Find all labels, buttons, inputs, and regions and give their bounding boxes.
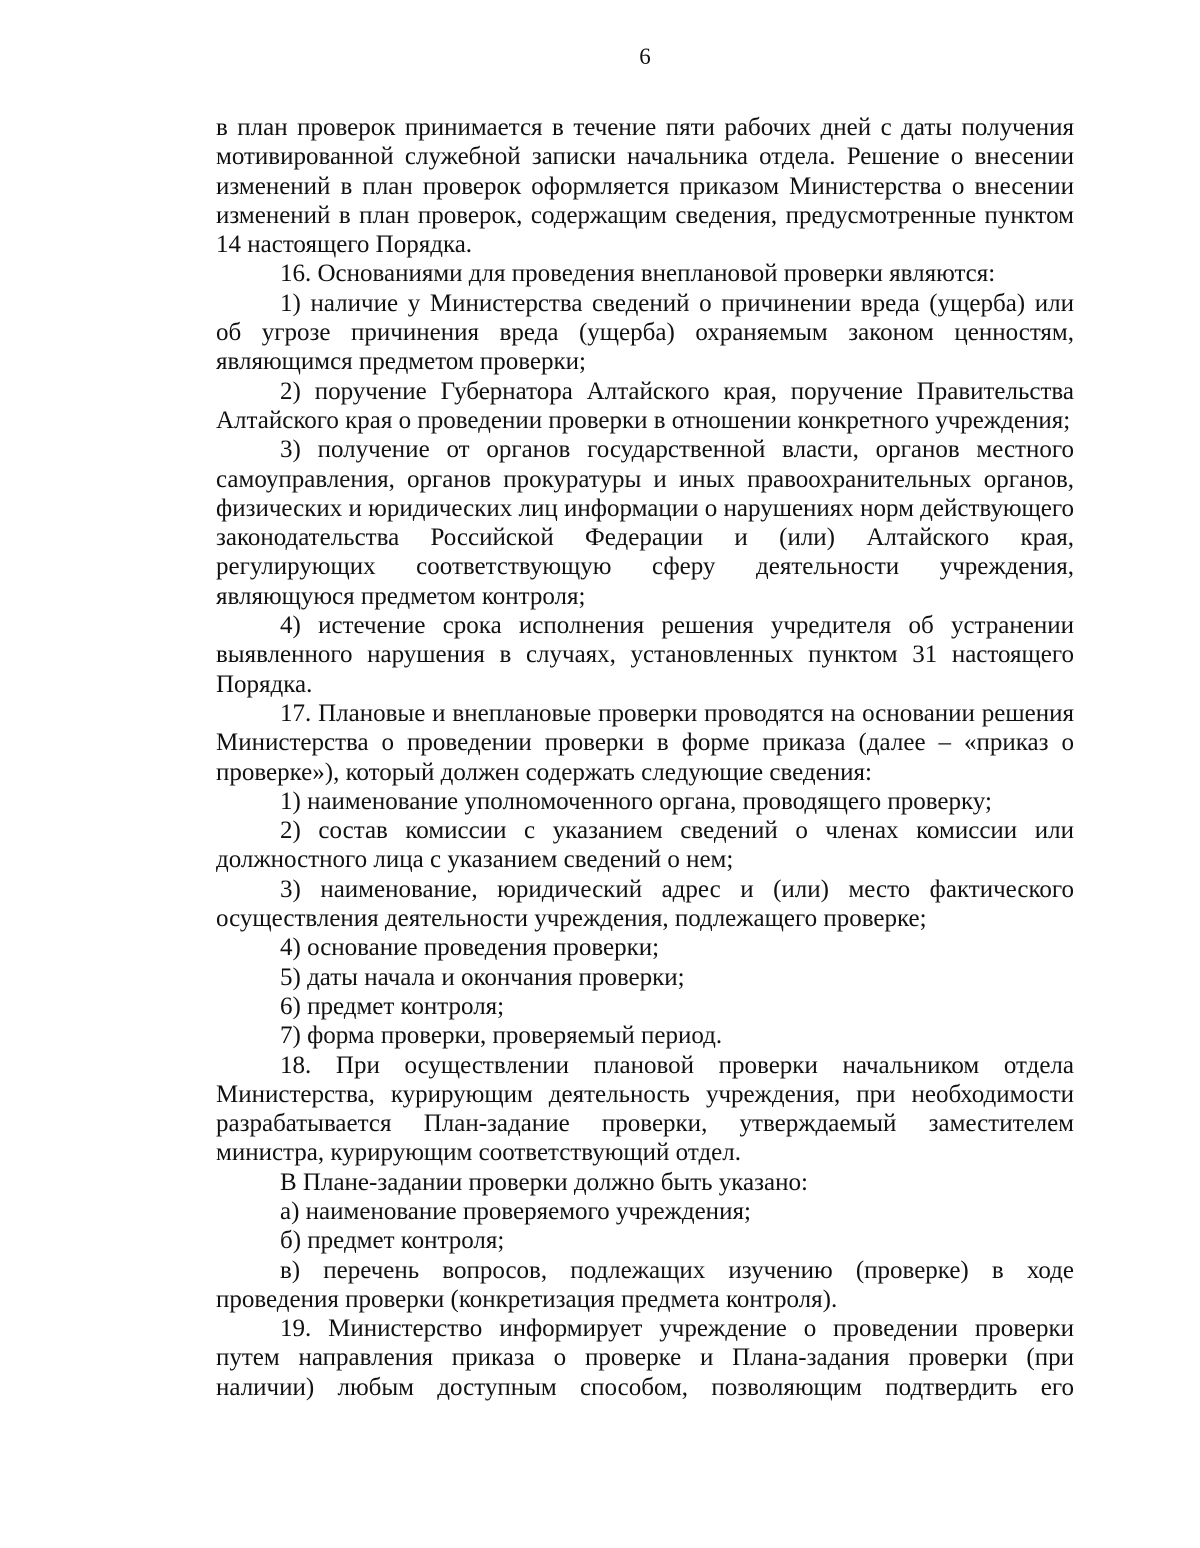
paragraph: 2) поручение Губернатора Алтайского края, поручение Правительства Алтайского края о проведении проверки в отношении конкретного учреждения; bbox=[216, 377, 1074, 434]
paragraph: 1) наличие у Министерства сведений о причинении вреда (ущерба) или об угрозе причинения вреда (ущерба) охраняемым законом ценностям, являющимся предметом проверки; bbox=[216, 289, 1074, 376]
paragraph: 7) форма проверки, проверяемый период. bbox=[280, 1022, 723, 1050]
document-body bbox=[216, 113, 1074, 1402]
paragraph: 2) состав комиссии с указанием сведений о членах комиссии или должностного лица с указанием сведений о нем; bbox=[216, 817, 1074, 874]
paragraph: 6) предмет контроля; bbox=[280, 992, 505, 1020]
paragraph: 4) истечение срока исполнения решения учредителя об устранении выявленного нарушения в случаях, установленных пунктом 31 настоящего Порядка. bbox=[216, 612, 1074, 698]
paragraph: 3) наименование, юридический адрес и (или) место фактического осуществления деятельности учреждения, подлежащего проверке; bbox=[216, 875, 1074, 933]
paragraph: в) перечень вопросов, подлежащих изучению (проверке) в ходе проведения проверки (конкретизация предмета контроля). bbox=[216, 1256, 1074, 1313]
page-number: 6 bbox=[639, 44, 651, 69]
paragraph: б) предмет контроля; bbox=[280, 1227, 505, 1255]
paragraph: в план проверок принимается в течение пяти рабочих дней с даты получения мотивированной служебной записки начальника отдела. Решение о внесении изменений в план проверок оформляется приказом Министерства о внесении изменений в план проверок, содержащим сведения, предусмотренные пунктом 14 настоящего Порядка. bbox=[216, 114, 1074, 259]
paragraph: 5) даты начала и окончания проверки; bbox=[280, 963, 685, 991]
paragraph: 18. При осуществлении плановой проверки начальником отдела Министерства, курирующим деятельность учреждения, при необходимости разрабатывается План-задание проверки, утверждаемый заместителем министра, курирующим соответствующий отдел. bbox=[216, 1051, 1074, 1167]
paragraph: а) наименование проверяемого учреждения; bbox=[280, 1197, 751, 1225]
paragraph: 4) основание проведения проверки; bbox=[280, 934, 660, 962]
paragraph: 17. Плановые и внеплановые проверки проводятся на основании решения Министерства о проведении проверки в форме приказа (далее – «приказ о проверке»), который должен содержать следующие сведения: bbox=[216, 699, 1074, 786]
paragraph: 16. Основаниями для проведения внеплановой проверки являются: bbox=[280, 260, 996, 288]
paragraph: 3) получение от органов государственной власти, органов местного самоуправления, органов прокуратуры и иных правоохранительных органов, физических и юридических лиц информации о нарушениях норм действующего законодательства Российской Федерации и (или) Алтайского края, регулирующих соответствующую сферу деятельности учреждения, являющуюся предметом контроля; bbox=[216, 436, 1074, 610]
paragraph: 19. Министерство информирует учреждение о проведении проверки путем направления приказа о проверке и Плана-задания проверки (при наличии) любым доступным способом, позволяющим подтвердить его bbox=[216, 1315, 1074, 1401]
paragraph: 1) наименование уполномоченного органа, проводящего проверку; bbox=[280, 787, 992, 815]
paragraph: В Плане-задании проверки должно быть указано: bbox=[280, 1168, 808, 1196]
